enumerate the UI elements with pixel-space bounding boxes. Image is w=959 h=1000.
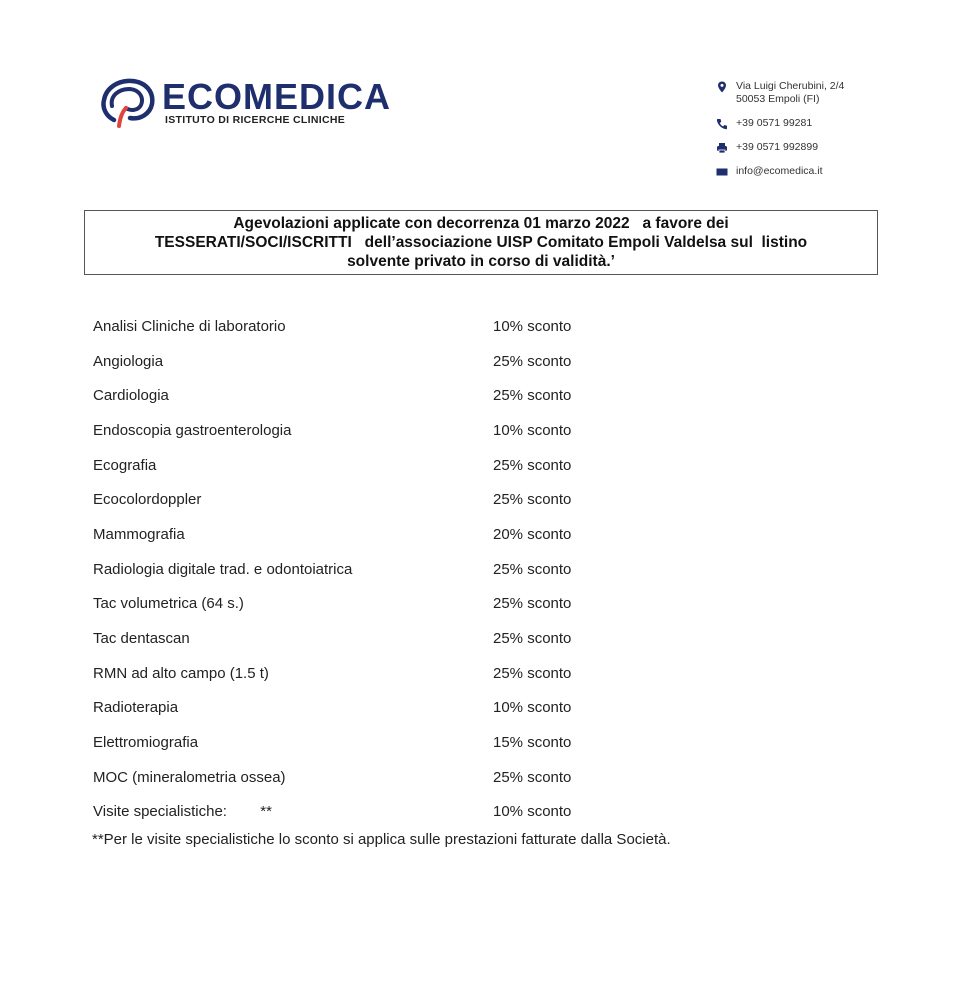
discount-row	[93, 413, 613, 448]
discount-value: 25% sconto	[493, 560, 572, 578]
discount-value: 25% sconto	[493, 352, 572, 370]
discount-value: 25% sconto	[493, 630, 572, 648]
discount-row	[93, 378, 613, 413]
discount-value: 25% sconto	[493, 456, 572, 474]
logo-name: ECOMEDICA	[162, 76, 392, 117]
service-name: Elettromiografia	[93, 734, 199, 752]
brain-logo-icon	[100, 76, 156, 128]
service-name: Analisi Cliniche di laboratorio	[93, 317, 286, 335]
discount-value: 10% sconto	[493, 699, 572, 717]
fax	[716, 141, 844, 154]
address-city: 50053 Empoli (FI)	[736, 93, 820, 105]
phone-number: +39 0571 99281	[736, 117, 813, 129]
discount-row	[93, 309, 613, 344]
discount-row	[93, 656, 613, 691]
discount-row	[93, 587, 613, 622]
service-name: Tac dentascan	[93, 630, 190, 648]
email-icon	[716, 166, 728, 178]
discount-value: 25% sconto	[493, 664, 572, 682]
discount-row	[93, 344, 613, 379]
service-name: Endoscopia gastroenterologia	[93, 421, 292, 439]
notice-line-1: Agevolazioni applicate con decorrenza 01 marzo 2022 a favore dei	[233, 215, 729, 232]
service-name: Visite specialistiche: **	[93, 803, 272, 821]
discount-row	[93, 482, 613, 517]
discount-row	[93, 725, 613, 760]
notice-line-3: solvente privato in corso di validità.’	[347, 253, 615, 270]
service-name: Ecocolordoppler	[93, 491, 202, 509]
email-address[interactable]: info@ecomedica.it	[736, 165, 823, 177]
service-name: Angiologia	[93, 352, 164, 370]
discount-value: 15% sconto	[493, 734, 572, 752]
contact-info	[716, 80, 844, 189]
map-pin-icon	[716, 81, 728, 93]
discount-value: 25% sconto	[493, 768, 572, 786]
discount-list	[93, 309, 613, 829]
service-name: Radioterapia	[93, 699, 179, 717]
logo-subtitle: ISTITUTO DI RICERCHE CLINICHE	[165, 114, 346, 126]
notice-line-2: TESSERATI/SOCI/ISCRITTI dell’associazione UISP Comitato Empoli Valdelsa sul listino	[154, 234, 808, 251]
service-name: MOC (mineralometria ossea)	[93, 768, 286, 786]
fax-number: +39 0571 992899	[736, 141, 819, 153]
discount-row	[93, 760, 613, 795]
service-name: RMN ad alto campo (1.5 t)	[93, 664, 269, 682]
ecomedica-logo	[100, 76, 390, 136]
footnote: **Per le visite specialistiche lo sconto si applica sulle prestazioni fatturate dalla Società.	[92, 831, 671, 848]
address	[716, 80, 844, 106]
email	[716, 165, 844, 178]
service-name: Ecografia	[93, 456, 157, 474]
address-street: Via Luigi Cherubini, 2/4	[736, 80, 845, 92]
discount-value: 25% sconto	[493, 387, 572, 405]
discount-value: 25% sconto	[493, 491, 572, 509]
discount-value: 25% sconto	[493, 595, 572, 613]
discount-value: 10% sconto	[493, 317, 572, 335]
discount-row	[93, 621, 613, 656]
service-name: Radiologia digitale trad. e odontoiatrica	[93, 560, 353, 578]
fax-icon	[716, 142, 728, 154]
notice-box	[84, 210, 878, 275]
discount-row	[93, 691, 613, 726]
discount-value: 10% sconto	[493, 803, 572, 821]
discount-row	[93, 448, 613, 483]
discount-value: 20% sconto	[493, 525, 572, 543]
service-name: Cardiologia	[93, 387, 169, 405]
discount-value: 10% sconto	[493, 421, 572, 439]
phone-icon	[716, 118, 728, 130]
discount-row	[93, 552, 613, 587]
phone	[716, 117, 844, 130]
discount-row	[93, 517, 613, 552]
service-name: Tac volumetrica (64 s.)	[93, 595, 244, 613]
service-name: Mammografia	[93, 525, 185, 543]
discount-row	[93, 795, 613, 830]
